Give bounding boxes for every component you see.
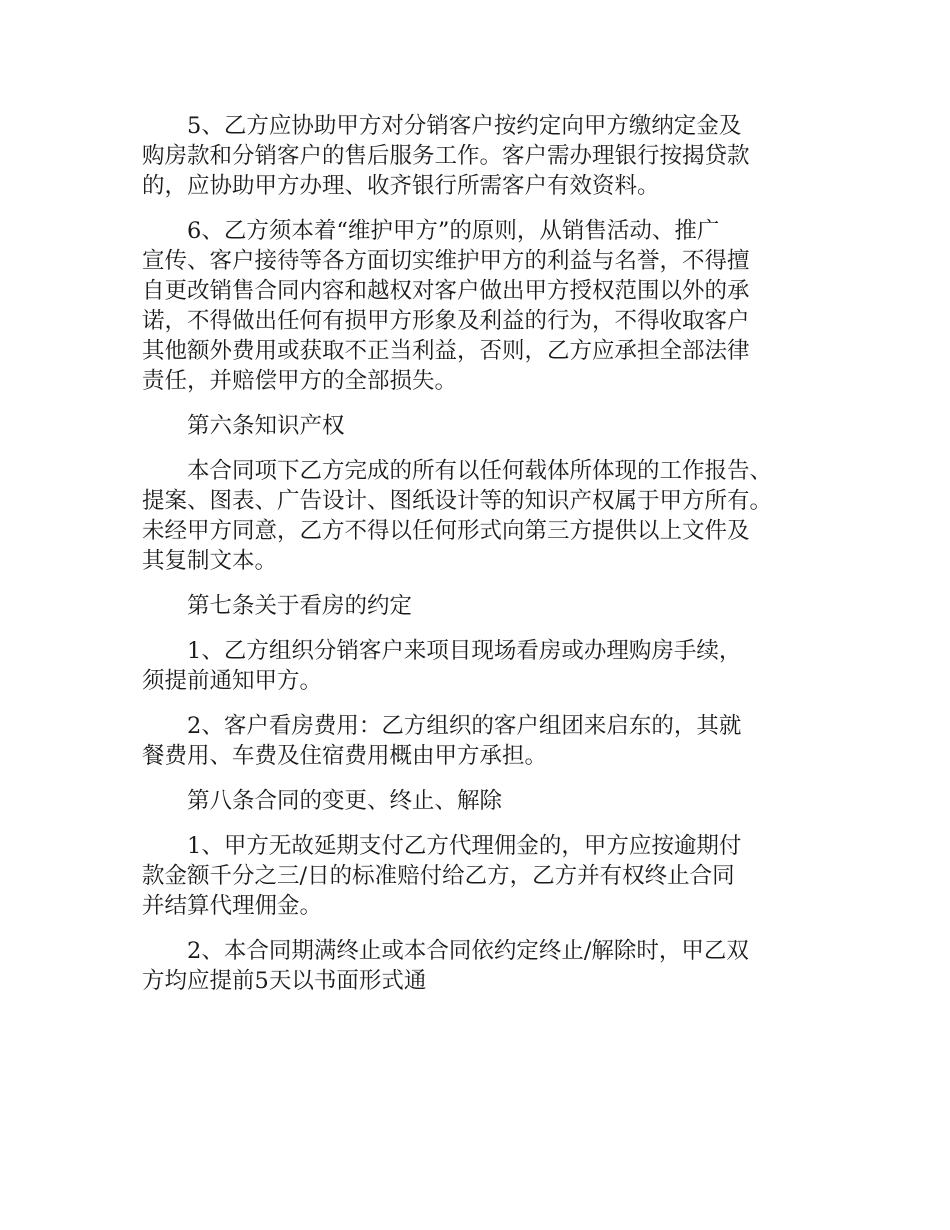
- text-line: 本合同项下乙方完成的所有以任何载体所体现的工作报告、: [187, 458, 773, 484]
- text-line: 提案、图表、广告设计、图纸设计等的知识产权属于甲方所有。: [142, 488, 773, 514]
- section-heading: [142, 591, 832, 621]
- document-page: [142, 111, 832, 1011]
- text-line: 餐费用、车费及住宿费用概由甲方承担。: [142, 743, 548, 769]
- text-line: 诺，不得做出任何有损甲方形象及利益的行为，不得收取客户: [142, 308, 750, 334]
- text-line: 购房款和分销客户的售后服务工作。客户需办理银行按揭贷款: [142, 143, 750, 169]
- text-line: 并结算代理佣金。: [142, 893, 323, 919]
- clause-paragraph: [142, 216, 832, 396]
- clause-paragraph: [142, 711, 832, 771]
- text-line: 须提前通知甲方。: [142, 668, 323, 694]
- text-line: 1、甲方无故延期支付乙方代理佣金的，甲方应按逾期付: [187, 833, 742, 859]
- text-line: 2、本合同期满终止或本合同依约定终止/解除时，甲乙双: [187, 938, 749, 964]
- text-line: 第六条知识产权: [187, 413, 345, 439]
- text-line: 未经甲方同意，乙方不得以任何形式向第三方提供以上文件及: [142, 518, 750, 544]
- clause-paragraph: [142, 831, 832, 921]
- text-line: 责任，并赔偿甲方的全部损失。: [142, 368, 458, 394]
- text-line: 5、乙方应协助甲方对分销客户按约定向甲方缴纳定金及: [187, 113, 742, 139]
- text-line: 其他额外费用或获取不正当利益，否则，乙方应承担全部法律: [142, 338, 750, 364]
- text-line: 1、乙方组织分销客户来项目现场看房或办理购房手续，: [187, 638, 742, 664]
- text-line: 方均应提前5天以书面形式通: [142, 968, 427, 994]
- text-line: 第八条合同的变更、终止、解除: [187, 788, 503, 814]
- clause-paragraph: [142, 636, 832, 696]
- text-line: 的，应协助甲方办理、收齐银行所需客户有效资料。: [142, 173, 660, 199]
- text-line: 款金额千分之三/日的标准赔付给乙方，乙方并有权终止合同: [142, 863, 735, 889]
- text-line: 第七条关于看房的约定: [187, 593, 413, 619]
- text-line: 其复制文本。: [142, 548, 278, 574]
- section-heading: [142, 411, 832, 441]
- text-line: 2、客户看房费用：乙方组织的客户组团来启东的，其就: [187, 713, 742, 739]
- clause-paragraph: [142, 936, 832, 996]
- text-line: 6、乙方须本着“维护甲方”的原则，从销售活动、推广: [187, 218, 720, 244]
- section-heading: [142, 786, 832, 816]
- text-line: 自更改销售合同内容和越权对客户做出甲方授权范围以外的承: [142, 278, 750, 304]
- clause-paragraph: [142, 456, 832, 576]
- text-line: 宣传、客户接待等各方面切实维护甲方的利益与名誉，不得擅: [142, 248, 750, 274]
- clause-paragraph: [142, 111, 832, 201]
